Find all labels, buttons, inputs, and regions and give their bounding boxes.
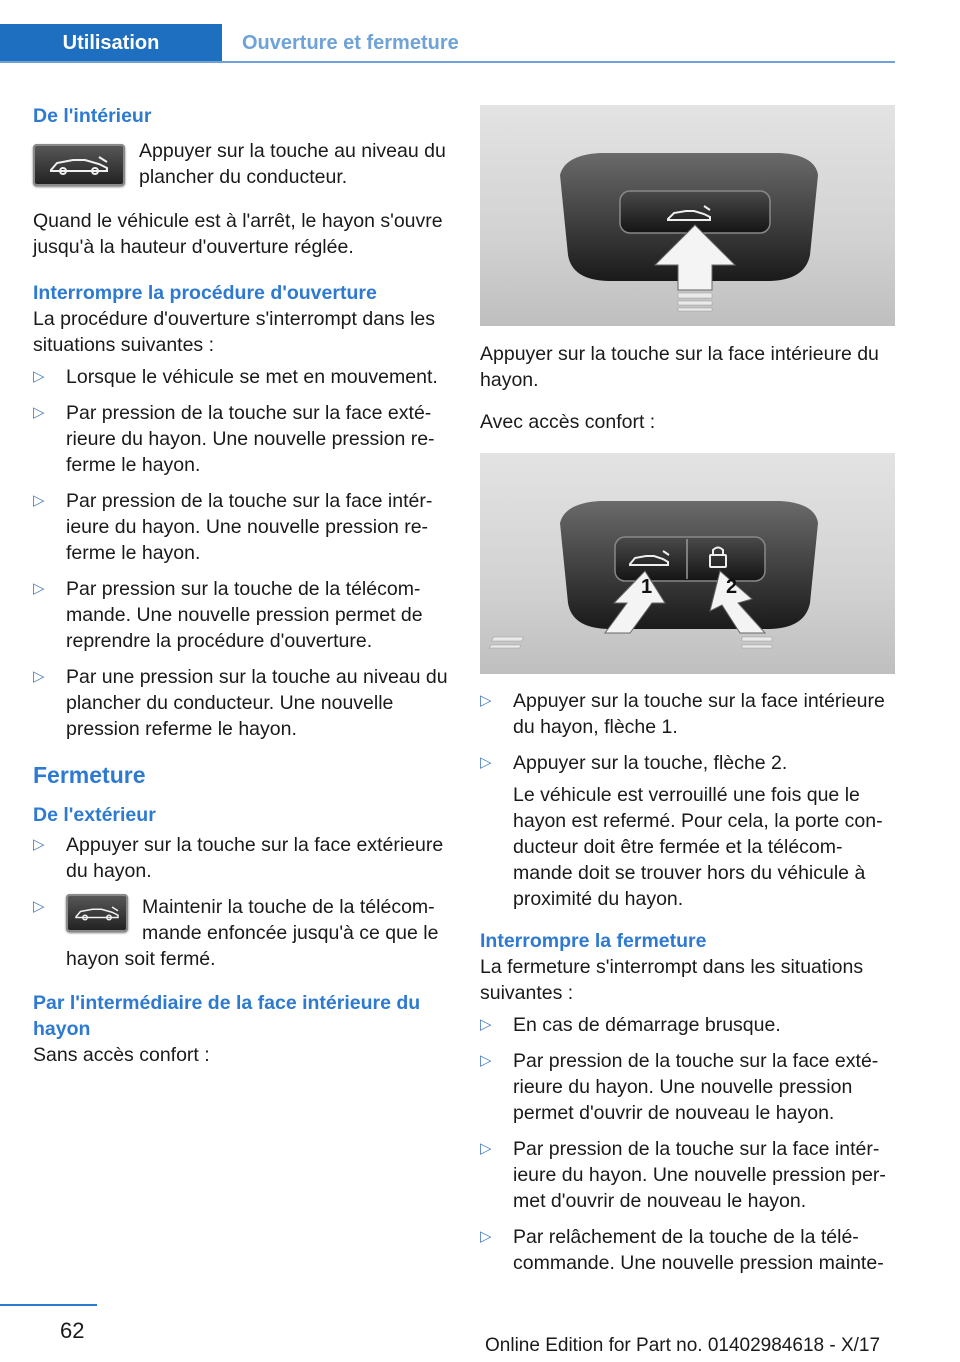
photo-comfort-buttons	[480, 453, 895, 674]
list-item: ▷ Maintenir la touche de la télécom‐mande enfoncée jusqu'à ce que le hayon soit fermé.	[33, 896, 439, 970]
triangle-bullet-icon: ▷	[480, 692, 492, 709]
triangle-bullet-icon: ▷	[33, 404, 45, 421]
list-item: ▷ Appuyer sur la touche, flèche 2. Le véhicule est verrouillé une fois que le hayon est refermé. Pour cela, la porte con‐ducteur doit être fermée et la télécom‐mande doit se trouver hors du véhicule à proximité du hayon.	[480, 750, 898, 912]
triangle-bullet-icon: ▷	[33, 898, 45, 915]
list-item: ▷ Lorsque le véhicule se met en mouvement.	[33, 366, 438, 388]
sans-acces-text: Sans accès confort :	[33, 1044, 210, 1066]
left-column	[33, 100, 451, 1068]
list-item: ▷ Par pression de la touche sur la face intér‐ieure du hayon. Une nouvelle pression per‐met d'ouvrir de nouveau le hayon.	[480, 1138, 886, 1212]
list-item: ▷ Par pression de la touche sur la face exté‐rieure du hayon. Une nouvelle pression re‐ferme le hayon.	[33, 402, 435, 476]
chapter-tab: Utilisation	[0, 24, 222, 62]
header-rule	[0, 61, 895, 63]
heading-de-l-exterieur: De l'extérieur	[33, 804, 156, 826]
tailgate-button-icon	[33, 144, 125, 186]
avec-acces-text: Avec accès confort :	[480, 411, 656, 433]
page-number: 62	[60, 1318, 85, 1343]
triangle-bullet-icon: ▷	[33, 492, 45, 509]
page-number-rule	[0, 1304, 97, 1306]
triangle-bullet-icon: ▷	[33, 368, 45, 385]
triangle-bullet-icon: ▷	[33, 580, 45, 597]
photo-tailgate-button	[480, 105, 895, 326]
interrompre-intro: La procédure d'ouverture s'interrompt dans les situations suivantes :	[33, 308, 435, 356]
tailgate-button-illustration	[480, 105, 895, 326]
triangle-bullet-icon: ▷	[480, 1228, 492, 1245]
arret-text: Quand le véhicule est à l'arrêt, le hayon s'ouvre jusqu'à la hauteur d'ouverture réglée.	[33, 210, 443, 258]
item-detail: Le véhicule est verrouillé une fois que le hayon est refermé. Pour cela, la porte con‐ducteur doit être fermée et la télécom‐mande doit se trouver hors du véhicule à proximité du hayon.	[513, 784, 883, 910]
fermeture-list	[480, 1012, 898, 1276]
remote-tailgate-icon	[66, 894, 128, 932]
triangle-bullet-icon: ▷	[33, 668, 45, 685]
list-item: ▷ Par une pression sur la touche au niveau du plancher du conducteur. Une nouvelle pression referme le hayon.	[33, 666, 448, 740]
heading-intermediaire: Par l'intermédiaire de la face intérieure du hayon	[33, 992, 421, 1040]
list-item: ▷ Par pression de la touche sur la face exté‐rieure du hayon. Une nouvelle pression permet d'ouvrir de nouveau le hayon.	[480, 1050, 879, 1124]
edition-footer: Online Edition for Part no. 01402984618 - X/17	[485, 1335, 881, 1356]
triangle-bullet-icon: ▷	[33, 836, 45, 853]
list-item: ▷ Par pression sur la touche de la télécom‐mande. Une nouvelle pression permet de reprendre la procédure d'ouverture.	[33, 578, 423, 652]
page-header	[0, 0, 960, 62]
heading-interrompre-fermeture: Interrompre la fermeture	[480, 930, 707, 952]
heading-de-l-interieur: De l'intérieur	[33, 105, 152, 127]
right-column	[480, 100, 898, 1286]
comfort-list	[480, 688, 898, 912]
arrow-2-label: 2	[726, 576, 738, 598]
list-item: ▷ Par pression de la touche sur la face intér‐ieure du hayon. Une nouvelle pression re‐ferme le hayon.	[33, 490, 433, 564]
list-item: ▷ Appuyer sur la touche sur la face extérieure du hayon.	[33, 834, 444, 882]
fermeture-intro: La fermeture s'interrompt dans les situations suivantes :	[480, 956, 864, 1004]
triangle-bullet-icon: ▷	[480, 1052, 492, 1069]
interieur-row	[33, 140, 451, 190]
car-tailgate-icon	[73, 904, 121, 922]
caption-face-interieure: Appuyer sur la touche sur la face intérieure du hayon.	[480, 343, 879, 391]
heading-fermeture: Fermeture	[33, 762, 146, 788]
triangle-bullet-icon: ▷	[480, 754, 492, 771]
list-item: ▷ En cas de démarrage brusque.	[480, 1014, 781, 1036]
heading-interrompre-ouverture: Interrompre la procédure d'ouverture	[33, 282, 377, 304]
section-tab: Ouverture et fermeture	[242, 31, 459, 54]
interrompre-list	[33, 364, 451, 742]
arrow-1-label: 1	[641, 576, 653, 598]
list-item: ▷ Par relâchement de la touche de la télé‐commande. Une nouvelle pression mainte‐	[480, 1226, 884, 1274]
list-item: ▷ Appuyer sur la touche sur la face intérieure du hayon, flèche 1.	[480, 690, 885, 738]
comfort-buttons-illustration	[480, 453, 895, 674]
interieur-text: Appuyer sur la touche au niveau du plancher du conducteur.	[139, 140, 446, 188]
exterieur-list	[33, 832, 451, 972]
triangle-bullet-icon: ▷	[480, 1016, 492, 1033]
car-tailgate-icon	[47, 154, 111, 176]
triangle-bullet-icon: ▷	[480, 1140, 492, 1157]
